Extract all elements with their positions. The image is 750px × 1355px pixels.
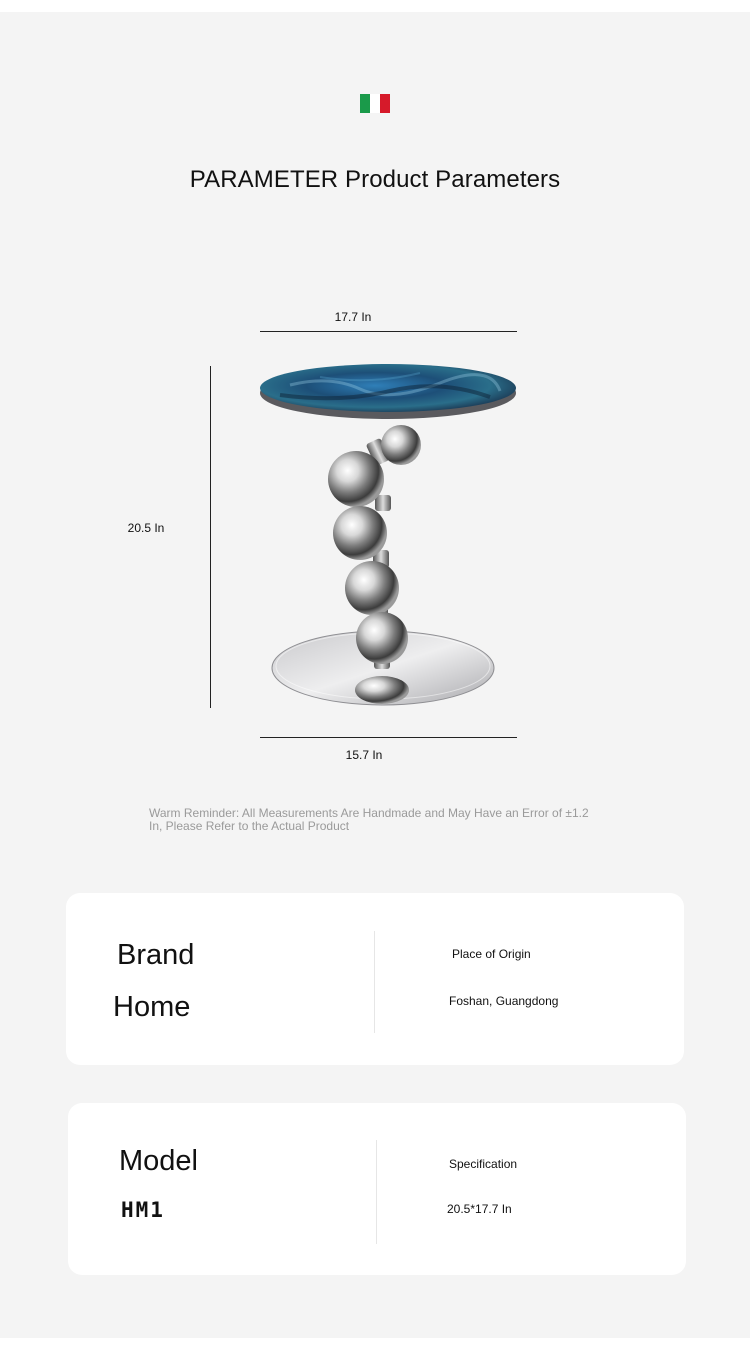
base-width-label: 15.7 In	[345, 748, 383, 762]
origin-value: Foshan, Guangdong	[449, 994, 559, 1008]
card-divider	[376, 1140, 377, 1244]
origin-label: Place of Origin	[452, 947, 531, 961]
model-value: HM1	[121, 1198, 165, 1222]
specification-value: 20.5*17.7 In	[447, 1202, 512, 1216]
top-width-line	[260, 331, 517, 332]
brand-origin-card	[66, 893, 684, 1065]
flag-stripe-green	[360, 94, 370, 113]
brand-label: Brand	[117, 939, 195, 971]
page-title: PARAMETER Product Parameters	[189, 166, 561, 193]
brand-value: Home	[113, 991, 191, 1023]
base-width-line	[260, 737, 517, 738]
italy-flag-icon	[360, 94, 390, 113]
model-label: Model	[119, 1145, 198, 1177]
height-line	[210, 366, 211, 708]
model-spec-card	[68, 1103, 686, 1275]
specification-label: Specification	[449, 1157, 518, 1171]
card-divider	[374, 931, 375, 1033]
height-label: 20.5 In	[127, 521, 165, 535]
side-table-image	[250, 355, 530, 720]
flag-stripe-red	[380, 94, 390, 113]
flag-stripe-white	[370, 94, 380, 113]
measurement-reminder: Warm Reminder: All Measurements Are Handmade and May Have an Error of ±1.2 In, Please Refer to the Actual Product	[149, 806, 589, 833]
top-width-label: 17.7 In	[334, 310, 372, 324]
